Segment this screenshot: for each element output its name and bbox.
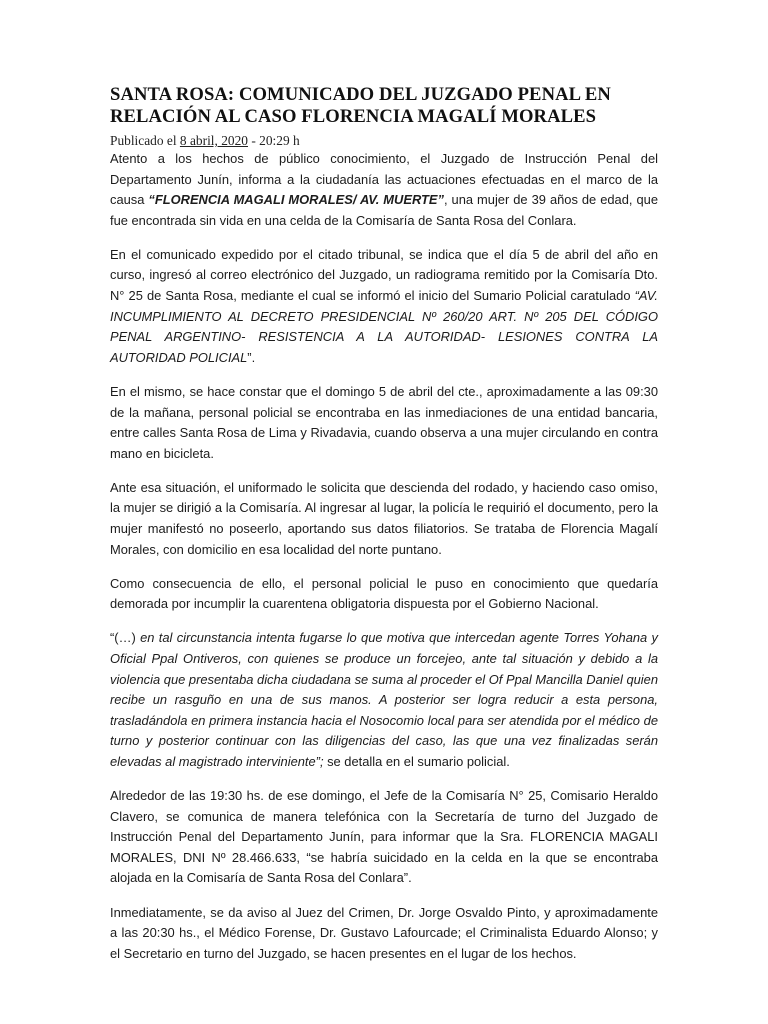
- p2-text-b: ”.: [247, 349, 256, 365]
- p1-text-a: Atento a los hechos de público conocimiento, el Juzgado de Instrucción Penal del Departamento Junín, informa a la ciudadanía las actuaciones efectuadas en el marco de la causa: [110, 151, 658, 208]
- case-caption: “AV. INCUMPLIMIENTO AL DECRETO PRESIDENCIAL Nº 260/20 ART. Nº 205 DEL CÓDIGO PENAL ARGENTINO- RESISTENCIA A LA AUTORIDAD- LESIONES CONTRA LA AUTORIDAD POLICIAL: [110, 288, 658, 365]
- meta-prefix: Publicado el: [110, 133, 180, 148]
- p6-quote-start: “(…): [110, 630, 141, 646]
- paragraph-7: Alrededor de las 19:30 hs. de ese domingo, el Jefe de la Comisaría N° 25, Comisario Heraldo Clavero, se comunica de manera telefónica con la Secretaría de turno del Juzgado de Instrucción Penal del Departamento Junín, para informar que la Sra. FLORENCIA MAGALI MORALES, DNI Nº 28.466.633, “se habría suicidado en la celda en la que se encontraba alojada en la Comisaría de Santa Rosa del Conlara”.: [110, 788, 658, 886]
- case-name: FLORENCIA MAGALI MORALES/ AV. MUERTE: [154, 192, 438, 208]
- p1-quote-close: ”: [437, 192, 444, 208]
- article: [110, 84, 658, 978]
- p6-text-end: se detalla en el sumario policial.: [323, 753, 510, 769]
- article-meta: [110, 132, 658, 149]
- publish-date-link[interactable]: 8 abril, 2020: [179, 133, 248, 148]
- paragraph-6: [110, 628, 658, 772]
- publish-time: 20:29 h: [259, 133, 300, 148]
- paragraph-1: [110, 149, 658, 231]
- paragraph-3: En el mismo, se hace constar que el domingo 5 de abril del cte., aproximadamente a las 09:30 de la mañana, personal policial se encontraba en las inmediaciones de una entidad bancaria, entre calles Santa Rosa de Lima y Rivadavia, cuando observa a una mujer circulando en contra mano en bicicleta.: [110, 383, 658, 461]
- paragraph-5: Como consecuencia de ello, el personal policial le puso en conocimiento que quedaría demorada por incumplir la cuarentena obligatoria dispuesta por el Gobierno Nacional.: [110, 575, 658, 612]
- p1-quote-open: “: [148, 192, 155, 208]
- article-title: SANTA ROSA: COMUNICADO DEL JUZGADO PENAL EN RELACIÓN AL CASO FLORENCIA MAGALÍ MORALES: [110, 84, 611, 127]
- paragraph-4: Ante esa situación, el uniformado le solicita que descienda del rodado, y haciendo caso omiso, la mujer se dirigió a la Comisaría. Al ingresar al lugar, la policía le requirió el documento, pero la mujer manifestó no poseerlo, aportando sus datos filiatorios. Se trataba de Florencia Magalí Morales, con domicilio en esa localidad del norte puntano.: [110, 479, 658, 557]
- paragraph-8: Inmediatamente, se da aviso al Juez del Crimen, Dr. Jorge Osvaldo Pinto, y aproximadamente a las 20:30 hs., el Médico Forense, Dr. Gustavo Lafourcade; el Criminalista Eduardo Alonso; y el Secretario en turno del Juzgado, se hacen presentes en el lugar de los hechos.: [110, 904, 658, 961]
- paragraph-2: [110, 245, 658, 369]
- police-report-quote: en tal circunstancia intenta fugarse lo que motiva que intercedan agente Torres Yohana y Oficial Ppal Ontiveros, con quienes se produce un forcejeo, ante tal situación y debido a la violencia que presentaba dicha ciudadana se suma al proceder el Of Ppal Mancilla Daniel quien recibe un rasguño en una de sus manos. A posterior ser logra reducir a esta persona, trasladándola en primera instancia hacia el Nosocomio local para ser atendida por el médico de turno y posterior continuar con las diligencias del caso, las que una vez finalizadas serán elevadas al magistrado interviniente”;: [110, 630, 658, 769]
- p1-text-b: , una mujer de 39 años de edad, que fue encontrada sin vida en una celda de la Comisaría de Santa Rosa del Conlara.: [110, 192, 658, 228]
- p2-text-a: En el comunicado expedido por el citado tribunal, se indica que el día 5 de abril del año en curso, ingresó al correo electrónico del Juzgado, un radiograma remitido por la Comisaría Dto. N° 25 de Santa Rosa, mediante el cual se informó el inicio del Sumario Policial caratulado: [110, 246, 658, 304]
- meta-separator: -: [247, 133, 260, 148]
